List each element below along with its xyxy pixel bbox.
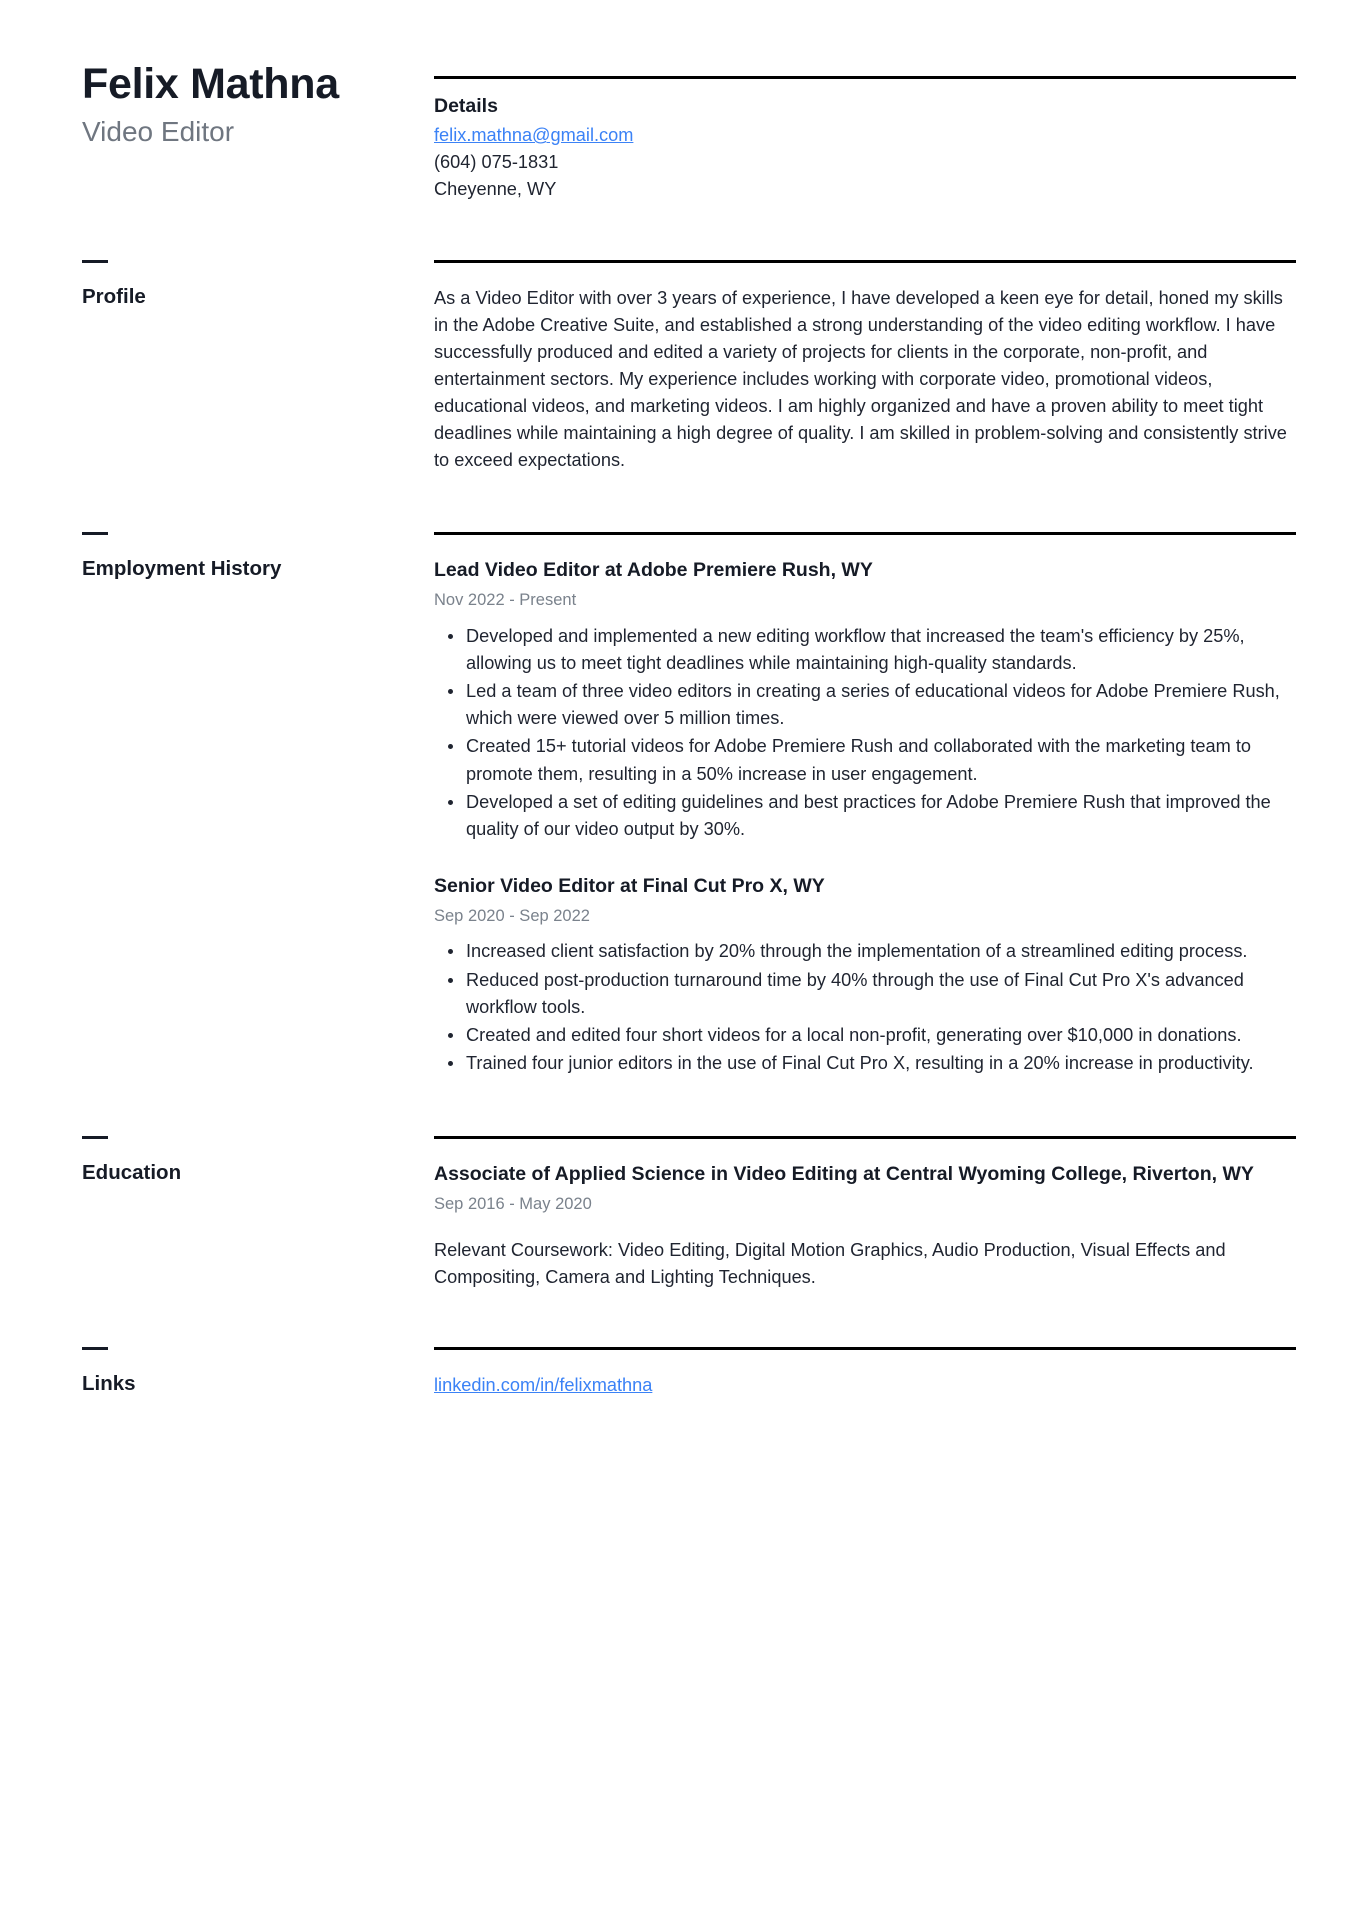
education-label-column [82, 1136, 434, 1186]
job-title-heading: Lead Video Editor at Adobe Premiere Rush, WY [434, 559, 873, 582]
details-heading: Details [434, 95, 498, 117]
employment-content-column [434, 532, 1296, 1078]
links-list [434, 1372, 1296, 1399]
section-divider [434, 76, 1296, 79]
list-item: Created and edited four short videos for a local non-profit, generating over $10,000 in donations. [434, 1022, 1296, 1049]
profile-content-column [434, 260, 1296, 475]
section-label-education: Education [82, 1161, 182, 1184]
job-bullet-list [434, 938, 1296, 1077]
degree-heading: Associate of Applied Science in Video Editing at Central Wyoming College, Riverton, WY [434, 1163, 1254, 1185]
job-date-range: Sep 2020 - Sep 2022 [434, 906, 590, 925]
profile-section [82, 260, 1296, 475]
resume-header [82, 0, 1296, 204]
list-item: Reduced post-production turnaround time by 40% through the use of Final Cut Pro X's advanced workflow tools. [434, 967, 1296, 1021]
section-dash-icon [82, 260, 108, 263]
section-divider [434, 1136, 1296, 1139]
section-divider [434, 1347, 1296, 1350]
job-title-heading: Senior Video Editor at Final Cut Pro X, WY [434, 874, 825, 897]
job-date-range: Nov 2022 - Present [434, 591, 577, 610]
list-item: Trained four junior editors in the use of Final Cut Pro X, resulting in a 20% increase in productivity. [434, 1050, 1296, 1077]
email-line [434, 122, 1296, 149]
list-item: Led a team of three video editors in creating a series of educational videos for Adobe Premiere Rush, which were viewed over 5 million times. [434, 678, 1296, 732]
education-section [82, 1136, 1296, 1291]
location-line: Cheyenne, WY [434, 179, 557, 200]
section-divider [434, 532, 1296, 535]
employment-entry [434, 557, 1296, 842]
employment-label-column [82, 532, 434, 582]
section-dash-icon [82, 532, 108, 535]
section-label-employment: Employment History [82, 557, 282, 581]
section-label-links: Links [82, 1371, 136, 1395]
job-title: Video Editor [82, 115, 235, 147]
links-label-column [82, 1347, 434, 1397]
list-item: Developed a set of editing guidelines and best practices for Adobe Premiere Rush that improved the quality of our video output by 30%. [434, 789, 1296, 843]
education-date-range: Sep 2016 - May 2020 [434, 1194, 592, 1213]
section-dash-icon [82, 1136, 108, 1139]
list-item: Developed and implemented a new editing workflow that increased the team's efficiency by 25%, allowing us to meet tight deadlines while maintaining high-quality standards. [434, 623, 1296, 677]
list-item: Created 15+ tutorial videos for Adobe Premiere Rush and collaborated with the marketing team to promote them, resulting in a 50% increase in user engagement. [434, 733, 1296, 787]
employment-section [82, 532, 1296, 1078]
page-title: Felix Mathna [82, 60, 339, 108]
list-item: Increased client satisfaction by 20% through the implementation of a streamlined editing process. [434, 938, 1296, 965]
section-divider [434, 260, 1296, 263]
profile-text: As a Video Editor with over 3 years of experience, I have developed a keen eye for detail, honed my skills in the Adobe Creative Suite, and established a strong understanding of the video editing workflow. I have successfully produced and edited a variety of projects for clients in the corporate, non-profit, and entertainment sectors. My experience includes working with corporate video, promotional videos, educational videos, and marketing videos. I am highly organized and have a proven ability to meet tight deadlines while maintaining a high degree of quality. I am skilled in problem-solving and consistently strive to exceed expectations. [434, 287, 1287, 471]
education-entry [434, 1161, 1296, 1291]
links-content-column [434, 1347, 1296, 1399]
linkedin-link[interactable]: linkedin.com/in/felixmathna [434, 1374, 653, 1395]
job-bullet-list [434, 623, 1296, 843]
section-dash-icon [82, 1347, 108, 1350]
links-section [82, 1347, 1296, 1399]
employment-entry [434, 873, 1296, 1077]
details-body [434, 92, 1296, 204]
coursework-text: Relevant Coursework: Video Editing, Digital Motion Graphics, Audio Production, Visual Effects and Compositing, Camera and Lighting Techniques. [434, 1239, 1226, 1287]
details-section [434, 62, 1296, 204]
profile-label-column [82, 260, 434, 310]
education-content-column [434, 1136, 1296, 1291]
phone-line: (604) 075-1831 [434, 152, 559, 173]
section-label-profile: Profile [82, 284, 146, 308]
email-link[interactable]: felix.mathna@gmail.com [434, 125, 634, 146]
identity-block [82, 62, 434, 148]
